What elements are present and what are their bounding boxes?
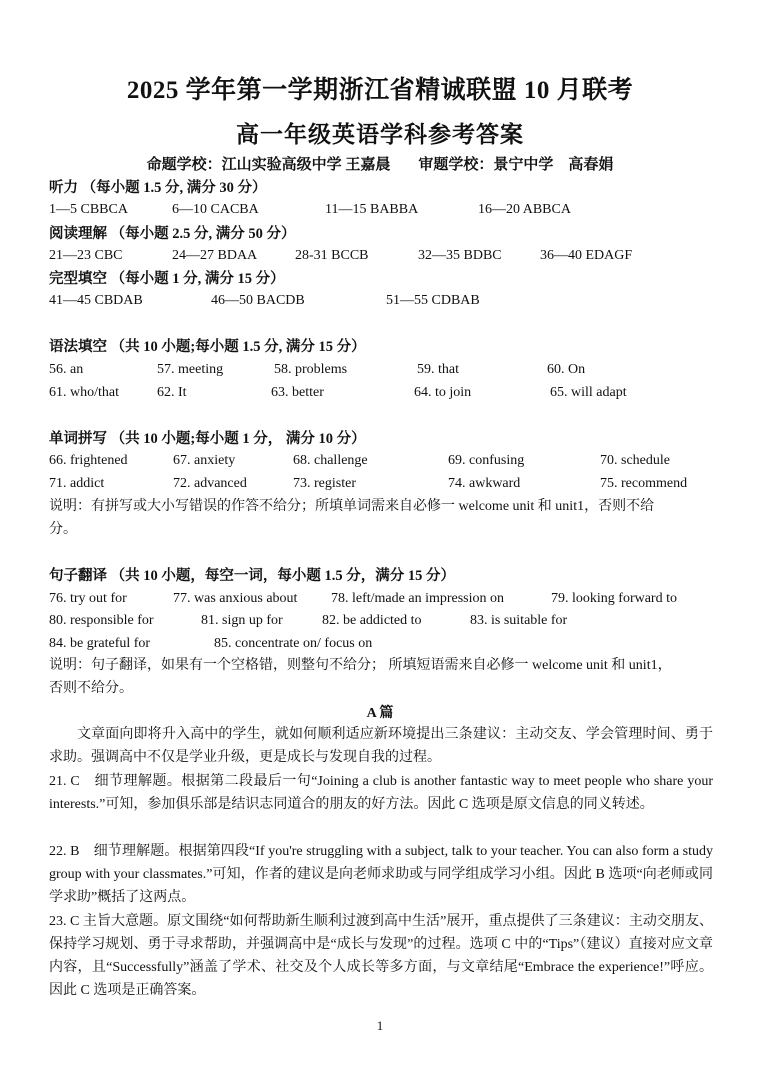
answer-group: 21—23 CBC [49,248,123,263]
translation-heading: 句子翻译 （共 10 小题，每空一词，每小题 1.5 分，满分 15 分） [49,568,455,584]
answer-group: 6—10 CACBA [172,202,259,217]
explanation-q23: 23. C 主旨大意题。原文围绕“如何帮助新生顺利过渡到高中生活”展开，重点提供了三条建议：主动交朋友、保持学习规划、勇于寻求帮助，并强调高中是“成长与发现”的过程。选项 C 中的“Tips”（建议）直接对应文章内容，且“Successfully”涵盖了学术、社交及个人成长等多方面，与文章结尾“Embrace the experience!”呼应。因此 C 选项是正确答案。 [49,914,713,998]
answer-item: 71. addict [49,476,105,491]
answer-item: 82. be addicted to [322,613,422,628]
answer-item: 73. register [293,476,356,491]
answer-group: 11—15 BABBA [325,202,419,217]
answer-group: 32—35 BDBC [418,248,502,263]
explanation-q22: 22. B 细节理解题。根据第四段“If you're struggling with a subject, talk to your teacher. You can also form a study group with your classmates.”可知，作者的建议是向老师求助或与同学组成学习小组。因此 B 选项“向老师或同学求助”概括了这两点。 [49,844,713,905]
translation-note-cont: 否则不给分。 [49,681,133,696]
answer-item: 78. left/made an impression on [331,591,505,606]
answer-group: 36—40 EDAGF [540,248,633,263]
answer-item: 65. will adapt [550,385,627,400]
answer-item: 70. schedule [600,453,670,468]
answer-item: 83. is suitable for [470,613,568,628]
answer-item: 62. It [157,385,187,400]
answer-item: 76. try out for [49,591,127,606]
answer-group: 1—5 CBBCA [49,202,128,217]
answer-item: 59. that [417,362,459,377]
answer-item: 72. advanced [173,476,247,491]
answer-group: 16—20 ABBCA [478,202,571,217]
author-reviewer: 审题学校：景宁中学 高春娟 [418,157,614,173]
answer-item: 57. meeting [157,362,224,377]
author-setter: 命题学校：江山实验高级中学 王嘉晨 [146,157,391,173]
answer-group: 24—27 BDAA [172,248,258,263]
answer-item: 60. On [547,362,586,377]
page-number: 1 [376,1018,384,1033]
answer-item: 84. be grateful for [49,636,151,651]
section-a-heading: A 篇 [366,706,394,721]
answer-group: 46—50 BACDB [211,293,305,308]
answer-group: 51—55 CDBAB [386,293,480,308]
answer-item: 68. challenge [293,453,368,468]
cloze-heading: 完型填空 （每小题 1 分, 满分 15 分） [49,271,285,287]
spelling-heading: 单词拼写 （共 10 小题;每小题 1 分， 满分 10 分） [49,431,366,447]
answer-item: 81. sign up for [201,613,283,628]
reading-heading: 阅读理解 （每小题 2.5 分, 满分 50 分） [49,226,296,242]
answer-item: 67. anxiety [173,453,236,468]
answer-item: 69. confusing [448,453,525,468]
answer-item: 77. was anxious about [173,591,298,606]
answer-group: 28-31 BCCB [295,248,369,263]
answer-item: 79. looking forward to [551,591,677,606]
spelling-note-cont: 分。 [49,522,77,537]
answer-item: 64. to join [414,385,472,400]
page-subtitle: 高一年级英语学科参考答案 [236,122,524,147]
explanation-q21: 21. C 细节理解题。根据第二段最后一句“Joining a club is another fantastic way to meet people who share your interests.”可知，参加俱乐部是结识志同道合的朋友的好方法。因此 C 选项是原文信息的同义转述。 [49,774,713,812]
answer-item: 85. concentrate on/ focus on [214,636,373,651]
listening-heading: 听力 （每小题 1.5 分, 满分 30 分） [49,180,267,196]
translation-note: 说明：句子翻译，如果有一个空格错，则整句不给分； 所填短语需来自必修一 welcome unit 和 unit1， [49,658,672,673]
answer-item: 74. awkward [448,476,521,491]
answer-item: 58. problems [274,362,348,377]
answer-item: 56. an [49,362,84,377]
page-title: 2025 学年第一学期浙江省精诚联盟 10 月联考 [126,77,634,104]
authors-line [0,153,760,174]
spelling-note: 说明：有拼写或大小写错误的作答不给分；所填单词需来自必修一 welcome unit 和 unit1，否则不给 [49,499,655,514]
grammar-heading: 语法填空 （共 10 小题;每小题 1.5 分, 满分 15 分） [49,339,366,355]
answer-item: 66. frightened [49,453,128,468]
answer-item: 61. who/that [49,385,119,400]
answer-group: 41—45 CBDAB [49,293,143,308]
answer-item: 75. recommend [600,476,688,491]
section-a-summary: 文章面向即将升入高中的学生，就如何顺利适应新环境提出三条建议：主动交友、学会管理时间、勇于求助。强调高中不仅是学业升级，更是成长与发现自我的过程。 [49,727,713,765]
answer-item: 63. better [271,385,324,400]
answer-item: 80. responsible for [49,613,154,628]
